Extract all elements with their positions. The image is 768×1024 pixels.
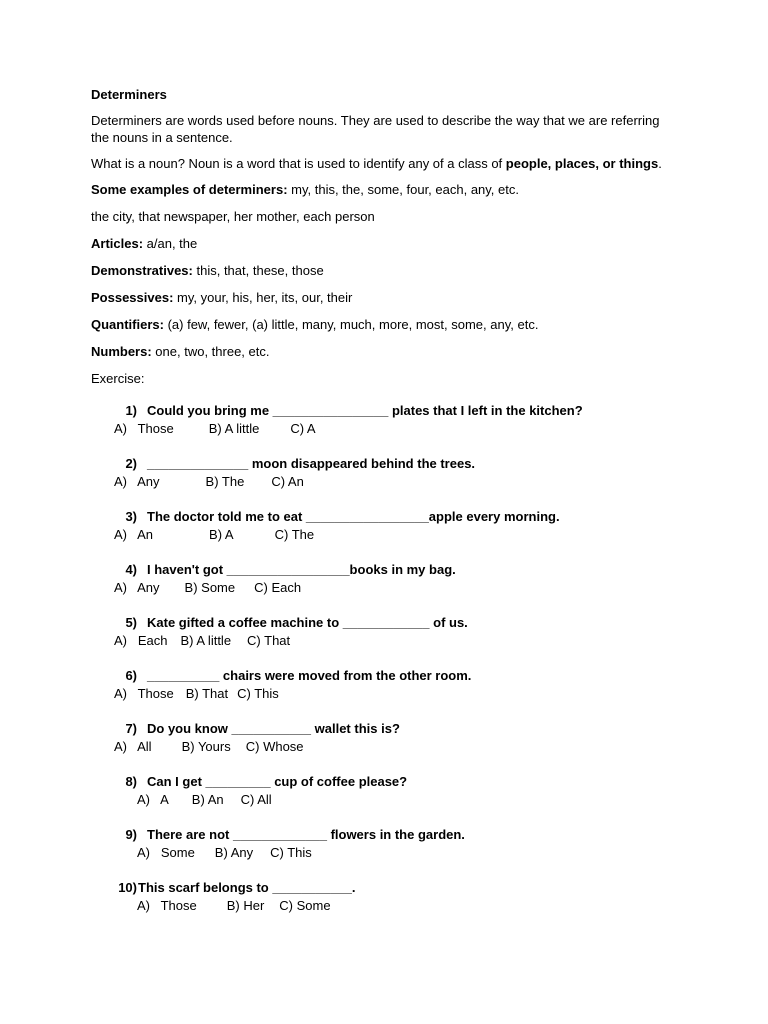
question-item [114, 455, 674, 491]
option-b: B) That [185, 686, 229, 701]
exercise-list [114, 402, 674, 932]
examples-label: Some examples of determiners: [91, 182, 288, 197]
option-a: A) Those [137, 898, 197, 913]
option-a: A) All [114, 739, 152, 754]
noun-definition-text: What is a noun? Noun is a word that is used to identify any of a class of [91, 156, 506, 171]
question-number: 3) [125, 509, 137, 524]
question-item [114, 720, 674, 756]
category-quantifiers [91, 316, 681, 334]
noun-definition-bold: people, places, or things [505, 156, 659, 171]
examples-line [91, 181, 681, 199]
option-b: B) A [209, 527, 234, 542]
category-text: one, two, three, etc. [151, 344, 270, 359]
question-text: Kate gifted a coffee machine to ____________ of us. [147, 615, 468, 630]
examples-text: my, this, the, some, four, each, any, etc. [287, 182, 519, 197]
exercise-label: Exercise: [91, 371, 145, 386]
option-c: C) Whose [245, 739, 304, 754]
option-a: A) Some [137, 845, 195, 860]
question-item [114, 826, 674, 862]
option-c: C) All [240, 792, 272, 807]
question-item [114, 402, 674, 438]
question-text: The doctor told me to eat _________________apple every morning. [147, 509, 560, 524]
option-a: A) Those [114, 686, 174, 701]
question-text: There are not _____________ flowers in the garden. [147, 827, 465, 842]
option-a: A) Those [114, 421, 174, 436]
question-text: This scarf belongs to ___________. [138, 880, 356, 895]
category-text: (a) few, fewer, (a) little, many, much, more, most, some, any, etc. [163, 317, 539, 332]
option-c: C) That [247, 633, 291, 648]
option-a: A) Any [114, 474, 160, 489]
option-c: C) Each [254, 580, 302, 595]
option-c: C) This [237, 686, 279, 701]
option-b: B) The [205, 474, 245, 489]
option-b: B) A little [208, 421, 260, 436]
category-text: this, that, these, those [192, 263, 324, 278]
option-a: A) An [114, 527, 154, 542]
question-number: 2) [125, 456, 137, 471]
option-b: B) A little [180, 633, 232, 648]
option-c: C) An [271, 474, 304, 489]
noun-definition-suffix: . [658, 156, 662, 171]
question-text: Could you bring me ________________ plates that I left in the kitchen? [147, 403, 583, 418]
intro-paragraph: Determiners are words used before nouns. They are used to describe the way that we are referring the nouns in a sentence. [91, 113, 660, 145]
question-text: Can I get _________ cup of coffee please? [147, 774, 408, 789]
question-item [114, 614, 674, 650]
noun-definition [91, 155, 681, 172]
category-text: my, your, his, her, its, our, their [173, 290, 353, 305]
option-b: B) An [191, 792, 224, 807]
question-item [114, 561, 674, 597]
question-number: 1) [125, 403, 137, 418]
option-b: B) Her [226, 898, 265, 913]
question-text: I haven't got _________________books in my bag. [147, 562, 456, 577]
category-label: Possessives: [91, 290, 174, 305]
question-number: 4) [125, 562, 137, 577]
question-number: 8) [125, 774, 137, 789]
category-numbers [91, 343, 681, 361]
question-number: 7) [125, 721, 137, 736]
page-title: Determiners [91, 87, 167, 102]
category-label: Demonstratives: [91, 263, 193, 278]
question-text: ______________ moon disappeared behind the trees. [147, 456, 476, 471]
question-item [114, 508, 674, 544]
category-articles [91, 235, 681, 253]
category-label: Articles: [91, 236, 144, 251]
category-label: Quantifiers: [91, 317, 164, 332]
option-c: C) A [290, 421, 316, 436]
option-c: C) This [270, 845, 312, 860]
category-label: Numbers: [91, 344, 152, 359]
option-b: B) Any [214, 845, 254, 860]
question-item [114, 773, 674, 809]
question-number: 9) [125, 827, 137, 842]
document-body [91, 86, 681, 397]
option-a: A) Any [114, 580, 160, 595]
option-c: C) The [274, 527, 315, 542]
question-text: __________ chairs were moved from the other room. [147, 668, 472, 683]
option-b: B) Yours [181, 739, 231, 754]
option-b: B) Some [184, 580, 236, 595]
phrases-line: the city, that newspaper, her mother, each person [91, 209, 375, 224]
question-number: 10) [118, 880, 137, 895]
category-possessives [91, 289, 681, 307]
category-text: a/an, the [143, 236, 198, 251]
question-text: Do you know ___________ wallet this is? [147, 721, 400, 736]
option-c: C) Some [279, 898, 331, 913]
option-a: A) Each [114, 633, 168, 648]
option-a: A) A [137, 792, 169, 807]
category-demonstratives [91, 262, 681, 280]
question-item [114, 879, 674, 915]
question-number: 5) [125, 615, 137, 630]
question-item [114, 667, 674, 703]
question-number: 6) [125, 668, 137, 683]
